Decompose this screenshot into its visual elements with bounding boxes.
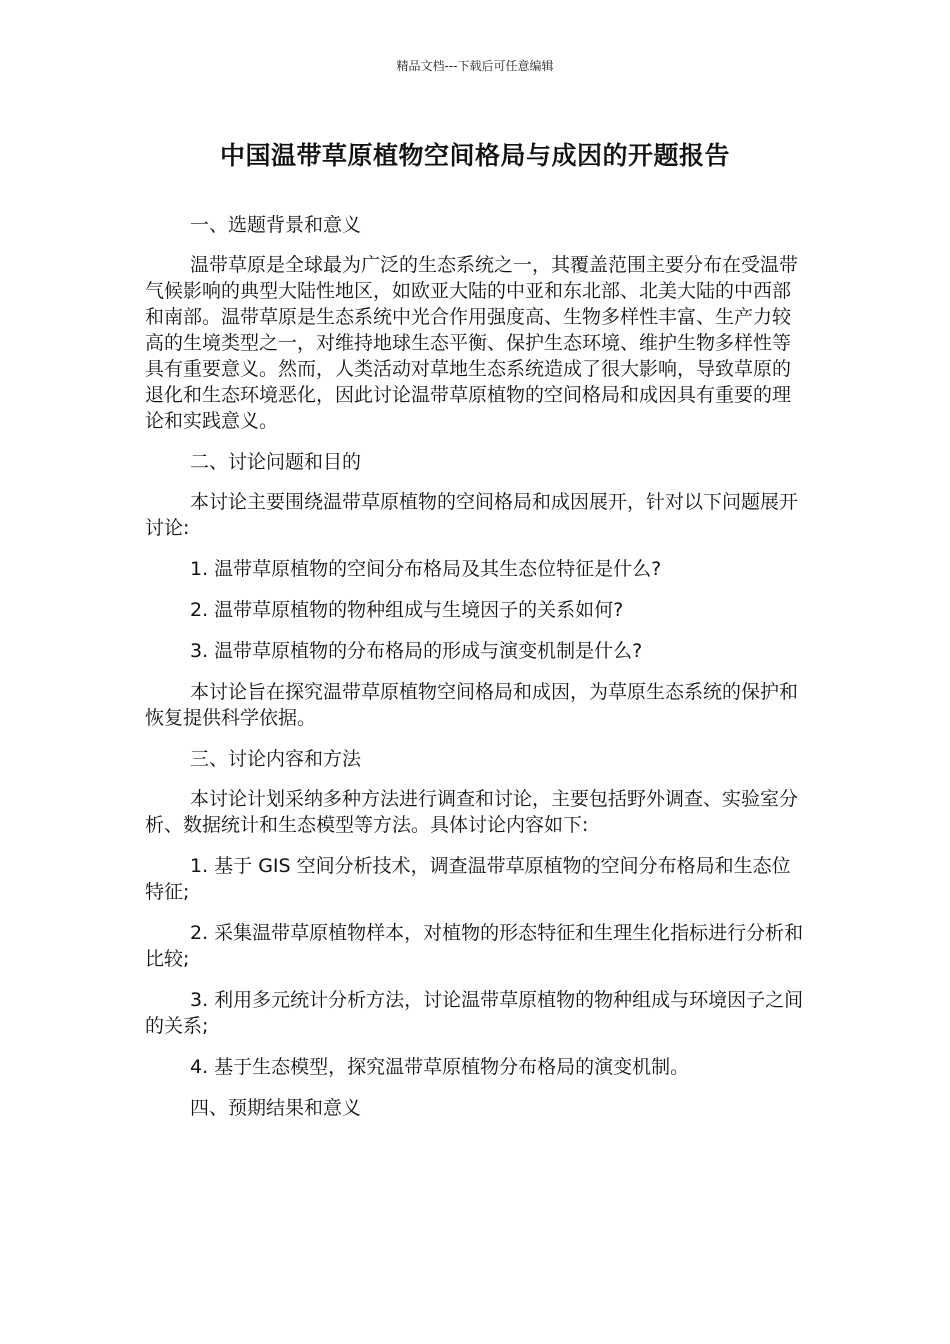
method-item-3: 3. 利用多元统计分析方法，讨论温带草原植物的物种组成与环境因子之间的关系; bbox=[145, 989, 804, 1037]
header-note: 精品文档---下载后可任意编辑 bbox=[396, 59, 554, 73]
section-heading-methods: 三、讨论内容和方法 bbox=[190, 748, 362, 770]
paragraph-background: 温带草原是全球最为广泛的生态系统之一，其覆盖范围主要分布在受温带气候影响的典型大陆性地区，如欧亚大陆的中亚和东北部、北美大陆的中西部和南部。温带草原是生态系统中光合作用强度高、生物多样性丰富、生产力较高的生境类型之一，对维持地球生态平衡、保护生态环境、维护生物多样性等具有重要意义。然而，人类活动对草地生态系统造成了很大影响，导致草原的退化和生态环境恶化，因此讨论温带草原植物的空间格局和成因具有重要的理论和实践意义。 bbox=[145, 254, 799, 432]
question-item-2: 2. 温带草原植物的物种组成与生境因子的关系如何? bbox=[190, 599, 624, 621]
question-item-1: 1. 温带草原植物的空间分布格局及其生态位特征是什么? bbox=[190, 558, 662, 580]
paragraph-methods-intro: 本讨论计划采纳多种方法进行调查和讨论，主要包括野外调查、实验室分析、数据统计和生态模型等方法。具体讨论内容如下: bbox=[145, 788, 799, 836]
document-title: 中国温带草原植物空间格局与成因的开题报告 bbox=[219, 141, 730, 170]
document-body bbox=[145, 212, 805, 1135]
method-item-1: 1. 基于 GIS 空间分析技术，调查温带草原植物的空间分布格局和生态位特征; bbox=[145, 855, 791, 903]
section-heading-questions: 二、讨论问题和目的 bbox=[190, 451, 362, 473]
section-heading-results: 四、预期结果和意义 bbox=[190, 1097, 362, 1119]
paragraph-purpose: 本讨论旨在探究温带草原植物空间格局和成因，为草原生态系统的保护和恢复提供科学依据。 bbox=[145, 681, 799, 729]
section-heading-background: 一、选题背景和意义 bbox=[190, 214, 362, 236]
method-item-2: 2. 采集温带草原植物样本，对植物的形态特征和生理生化指标进行分析和比较; bbox=[145, 922, 804, 970]
question-item-3: 3. 温带草原植物的分布格局的形成与演变机制是什么? bbox=[190, 640, 643, 662]
paragraph-questions-intro: 本讨论主要围绕温带草原植物的空间格局和成因展开，针对以下问题展开讨论: bbox=[145, 491, 799, 539]
method-item-4: 4. 基于生态模型，探究温带草原植物分布格局的演变机制。 bbox=[190, 1056, 690, 1078]
